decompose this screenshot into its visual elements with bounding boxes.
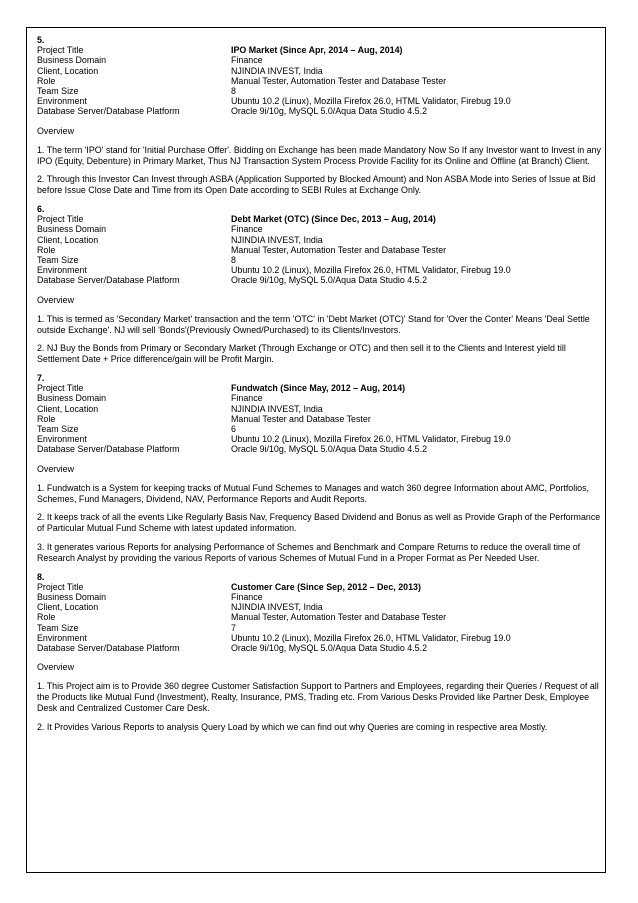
team-size-value: 6: [231, 424, 236, 435]
team-size-row: [37, 623, 602, 633]
environment-label: Environment: [37, 632, 87, 643]
client-location-label: Client, Location: [37, 403, 99, 414]
business-domain-label: Business Domain: [37, 55, 107, 66]
overview-paragraph: 1. Fundwatch is a System for keeping tracks of Mutual Fund Schemes to Manages and watch 360 degree Information about AMC, Portfolios, Schemes, Fund Managers, Dividend, NAV, Performance Reports and Audit Reports.: [37, 482, 590, 504]
business-domain-value: Finance: [231, 55, 263, 66]
role-value: Manual Tester, Automation Tester and Database Tester: [231, 75, 447, 86]
project-section: [37, 204, 602, 365]
team-size-value: 8: [231, 86, 236, 97]
business-domain-row: [37, 592, 602, 602]
overview-paragraph: 1. The term 'IPO' stand for 'Initial Purchase Offer'. Bidding on Exchange has been made Mandatory Now So If any Investor want to Invest in any IPO (Equity, Debenture) in Primary Market, Thus NJ Transaction System Process Provide Facility for its Online and Offline (at Branch) Client.: [37, 144, 601, 166]
project-title-label: Project Title: [37, 214, 84, 225]
client-location-value: NJINDIA INVEST, India: [231, 602, 323, 613]
business-domain-row: [37, 393, 602, 403]
overview-heading: Overview: [37, 125, 74, 136]
business-domain-row: [37, 224, 602, 234]
project-title-label: Project Title: [37, 581, 84, 592]
business-domain-label: Business Domain: [37, 592, 107, 603]
environment-label: Environment: [37, 434, 87, 445]
client-location-row: [37, 404, 602, 414]
overview-heading: Overview: [37, 294, 74, 305]
business-domain-label: Business Domain: [37, 224, 107, 235]
client-location-row: [37, 235, 602, 245]
database-platform-row: [37, 106, 602, 116]
team-size-label: Team Size: [37, 86, 79, 97]
database-platform-label: Database Server/Database Platform: [37, 444, 180, 455]
environment-row: [37, 434, 602, 444]
business-domain-value: Finance: [231, 592, 263, 603]
business-domain-value: Finance: [231, 393, 263, 404]
project-number: 7.: [37, 373, 45, 384]
environment-value: Ubuntu 10.2 (Linux), Mozilla Firefox 26.0, HTML Validator, Firebug 19.0: [231, 632, 511, 643]
database-platform-row: [37, 275, 602, 285]
overview-heading: Overview: [37, 463, 74, 474]
role-label: Role: [37, 612, 56, 623]
business-domain-row: [37, 55, 602, 65]
role-row: [37, 414, 602, 424]
client-location-row: [37, 602, 602, 612]
project-number: 5.: [37, 35, 45, 45]
project-title-row: [37, 45, 602, 55]
database-platform-value: Oracle 9i/10g, MySQL 5.0/Aqua Data Studio 4.5.2: [231, 444, 428, 455]
team-size-label: Team Size: [37, 424, 79, 435]
team-size-value: 7: [231, 622, 236, 633]
team-size-value: 8: [231, 255, 236, 266]
environment-value: Ubuntu 10.2 (Linux), Mozilla Firefox 26.0, HTML Validator, Firebug 19.0: [231, 96, 511, 107]
project-title-row: [37, 383, 602, 393]
client-location-row: [37, 66, 602, 76]
environment-row: [37, 96, 602, 106]
project-number: 6.: [37, 204, 45, 215]
business-domain-value: Finance: [231, 224, 263, 235]
client-location-value: NJINDIA INVEST, India: [231, 403, 323, 414]
database-platform-row: [37, 444, 602, 454]
project-title-label: Project Title: [37, 383, 84, 394]
project-title-value: Fundwatch (Since May, 2012 – Aug, 2014): [231, 383, 406, 394]
team-size-row: [37, 86, 602, 96]
role-value: Manual Tester and Database Tester: [231, 413, 371, 424]
overview-points: [37, 314, 602, 365]
environment-value: Ubuntu 10.2 (Linux), Mozilla Firefox 26.0, HTML Validator, Firebug 19.0: [231, 434, 511, 445]
environment-label: Environment: [37, 96, 87, 107]
role-row: [37, 245, 602, 255]
environment-row: [37, 265, 602, 275]
project-title-value: Debt Market (OTC) (Since Dec, 2013 – Aug, 2014): [231, 214, 436, 225]
role-value: Manual Tester, Automation Tester and Database Tester: [231, 612, 447, 623]
role-label: Role: [37, 413, 56, 424]
database-platform-label: Database Server/Database Platform: [37, 643, 180, 654]
project-title-row: [37, 214, 602, 224]
client-location-label: Client, Location: [37, 234, 99, 245]
overview-points: [37, 681, 602, 732]
overview-paragraph: 2. NJ Buy the Bonds from Primary or Secondary Market (Through Exchange or OTC) and then sell it to the Clients and Interest yield till Settlement Date + Price difference/gain will be Profit Margin.: [37, 343, 566, 365]
environment-label: Environment: [37, 265, 87, 276]
database-platform-label: Database Server/Database Platform: [37, 275, 180, 286]
client-location-value: NJINDIA INVEST, India: [231, 65, 323, 76]
overview-paragraph: 2. It Provides Various Reports to analysis Query Load by which we can find out why Queries are coming in respective area Mostly.: [37, 721, 548, 732]
environment-value: Ubuntu 10.2 (Linux), Mozilla Firefox 26.0, HTML Validator, Firebug 19.0: [231, 265, 511, 276]
project-title-label: Project Title: [37, 45, 84, 56]
project-title-row: [37, 582, 602, 592]
overview-paragraph: 1. This is termed as 'Secondary Market' transaction and the term 'OTC' in 'Debt Market (OTC)' Stand for 'Over the Conter' Means 'Deal Settle outside Exchange'. NJ will sell 'Bonds'(Previously Owned/Purchased) to its Clients/Investors.: [37, 313, 590, 335]
project-title-value: Customer Care (Since Sep, 2012 – Dec, 2013): [231, 581, 421, 592]
team-size-label: Team Size: [37, 255, 79, 266]
database-platform-label: Database Server/Database Platform: [37, 106, 180, 117]
role-label: Role: [37, 75, 56, 86]
database-platform-value: Oracle 9i/10g, MySQL 5.0/Aqua Data Studio 4.5.2: [231, 106, 428, 117]
team-size-row: [37, 255, 602, 265]
overview-paragraph: 1. This Project aim is to Provide 360 degree Customer Satisfaction Support to Partners and Employees, regarding their Queries / Request of all the Products like Mutual Fund (Investment), Realty, Insurance, PMS, Trading etc. From Various Desks Provided like Partner Desk, Employee Desk and Centralized Customer Care Desk.: [37, 681, 599, 714]
overview-points: [37, 483, 602, 564]
environment-row: [37, 633, 602, 643]
database-platform-value: Oracle 9i/10g, MySQL 5.0/Aqua Data Studio 4.5.2: [231, 275, 428, 286]
project-section: [37, 35, 602, 196]
database-platform-value: Oracle 9i/10g, MySQL 5.0/Aqua Data Studio 4.5.2: [231, 643, 428, 654]
database-platform-row: [37, 643, 602, 653]
team-size-label: Team Size: [37, 622, 79, 633]
overview-heading: Overview: [37, 662, 74, 673]
overview-points: [37, 145, 602, 196]
overview-paragraph: 2. It keeps track of all the events Like Regularly Basis Nav, Frequency Based Dividend and Bonus as well as Provide Graph of the Performance of Particular Mutual Fund Scheme with latest updated information.: [37, 512, 601, 534]
overview-paragraph: 2. Through this Investor Can Invest through ASBA (Application Supported by Blocked Amount) and Non ASBA Mode into Series of Issue at Bid before Issue Close Date and Time from its Open Date according to SEBI Rules at Exchange Only.: [37, 174, 596, 196]
business-domain-label: Business Domain: [37, 393, 107, 404]
role-value: Manual Tester, Automation Tester and Database Tester: [231, 244, 447, 255]
client-location-value: NJINDIA INVEST, India: [231, 234, 323, 245]
project-number: 8.: [37, 571, 45, 582]
client-location-label: Client, Location: [37, 602, 99, 613]
project-title-value: IPO Market (Since Apr, 2014 – Aug, 2014): [231, 45, 403, 56]
overview-paragraph: 3. It generates various Reports for analysing Performance of Schemes and Benchmark and Compare Returns to reduce the overall time of Research Analyst by providing the various Reports of various Schemes of Mutual Fund in a Proper Format as Per Needed User.: [37, 542, 581, 563]
document-content: [37, 35, 602, 741]
team-size-row: [37, 424, 602, 434]
project-section: [37, 373, 602, 564]
role-row: [37, 612, 602, 622]
client-location-label: Client, Location: [37, 65, 99, 76]
role-label: Role: [37, 244, 56, 255]
project-section: [37, 572, 602, 733]
role-row: [37, 76, 602, 86]
